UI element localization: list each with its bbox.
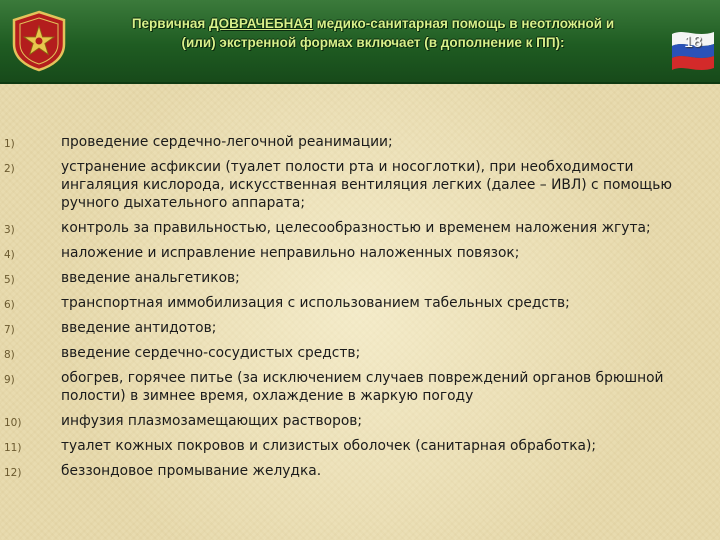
list-item-text: введение сердечно-сосудистых средств; (61, 345, 361, 361)
list-item (0, 344, 720, 362)
list-item (0, 294, 720, 312)
list-item-text: инфузия плазмозамещающих растворов; (61, 413, 363, 429)
list-item-text: устранение асфиксии (туалет полости рта и носоглотки), при необходимости ингаляция кислорода, искусственная вентиляция легких (далее – ИВЛ) с помощью ручного дыхательного аппарата; (61, 159, 673, 211)
list-item-number: 3) (4, 224, 15, 236)
list-item-number: 9) (4, 374, 15, 386)
slide-title-line-1 (78, 14, 668, 33)
list-item-text: беззондовое промывание желудка. (61, 463, 322, 479)
list-item-number: 6) (4, 299, 15, 311)
list-item (0, 412, 720, 430)
page-number: 18 (684, 34, 702, 51)
list-item (0, 219, 720, 237)
list-item-number: 11) (4, 442, 22, 454)
list-item-number: 5) (4, 274, 15, 286)
list-item-text: введение антидотов; (61, 320, 217, 336)
list-item-text: введение анальгетиков; (61, 270, 240, 286)
header-bar (0, 0, 720, 84)
title-prefix: Первичная (131, 16, 210, 31)
list-item-number: 10) (4, 417, 22, 429)
list-item-text: наложение и исправление неправильно наложенных повязок; (61, 245, 520, 261)
list-item (0, 319, 720, 337)
list-item-number: 7) (4, 324, 15, 336)
list-item-number: 1) (4, 138, 15, 150)
list-item (0, 269, 720, 287)
list-item-text: обогрев, горячее питье (за исключением случаев повреждений органов брюшной полости) в зимнее время, охлаждение в жаркую погоду (61, 370, 664, 404)
measures-list (0, 133, 720, 487)
title-line1-rest: медико-санитарная помощь в неотложной и (312, 16, 615, 31)
list-item-text: контроль за правильностью, целесообразностью и временем наложения жгута; (61, 220, 651, 236)
list-item (0, 437, 720, 455)
list-item (0, 244, 720, 262)
list-item-text: проведение сердечно-легочной реанимации; (61, 134, 393, 150)
list-item (0, 462, 720, 480)
list-item-number: 12) (4, 467, 22, 479)
slide-title-line-2: (или) экстренной формах включает (в дополнение к ПП): (181, 35, 565, 50)
list-item (0, 369, 720, 405)
slide-title (78, 14, 668, 52)
title-underlined-word: ДОВРАЧЕБНАЯ (209, 16, 313, 31)
list-item (0, 133, 720, 151)
list-item-number: 2) (4, 163, 15, 175)
military-emblem-icon (6, 8, 72, 74)
list-item-text: транспортная иммобилизация с использованием табельных средств; (61, 295, 570, 311)
list-item-text: туалет кожных покровов и слизистых оболочек (санитарная обработка); (61, 438, 597, 454)
list-item (0, 158, 720, 212)
list-item-number: 8) (4, 349, 15, 361)
list-item-number: 4) (4, 249, 15, 261)
